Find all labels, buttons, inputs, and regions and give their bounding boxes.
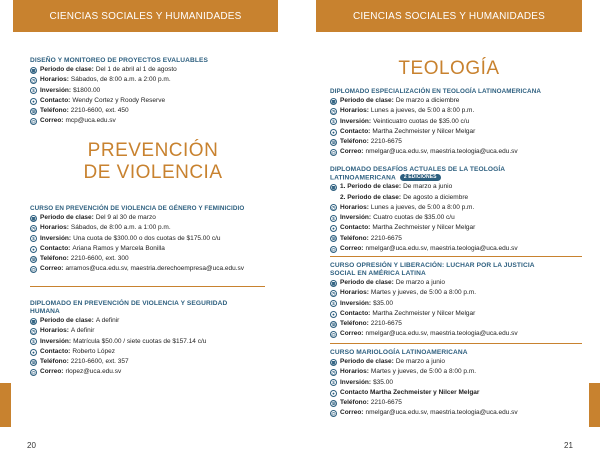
calendar-icon: ▦: [31, 318, 36, 324]
row-value: 2210-6675: [370, 399, 402, 407]
email-link[interactable]: nmelgar@uca.edu.sv, maestria.teologia@uca.edu.sv: [365, 148, 518, 156]
row-telefono: [330, 319, 595, 329]
dollar-icon: $: [330, 215, 337, 222]
row-value: 2210-6600, ext. 357: [70, 358, 129, 366]
clock-icon: ◷: [331, 369, 336, 375]
row-inversion: [330, 117, 595, 127]
row-value: Cuatro cuotas de $35.00 c/u: [373, 214, 455, 222]
row-periodo: [30, 316, 290, 326]
row-horarios: [30, 326, 290, 336]
row-periodo: [30, 213, 295, 223]
row-telefono: [330, 234, 595, 244]
phone-icon: ☏: [331, 236, 337, 242]
row-value: $35.00: [373, 299, 393, 307]
section-title-line2: SOCIAL EN AMÉRICA LATINA: [330, 270, 426, 277]
row-value: Una cuota de $300.00 o dos cuotas de $175.00 c/u: [73, 234, 221, 242]
dollar-icon: $: [30, 87, 37, 94]
row-value: $35.00: [373, 378, 393, 386]
email-link[interactable]: mcp@uca.edu.sv: [65, 117, 116, 125]
row-value: De marzo a diciembre: [395, 97, 460, 104]
row-value: Wendy Cortez y Roody Reserve: [72, 96, 166, 104]
row-horarios: [330, 367, 595, 377]
row-label: Inversión:: [40, 234, 72, 242]
at-icon: @: [31, 267, 36, 273]
row-value: Martha Zechmeister y Nilcer Melgar: [372, 127, 476, 135]
section-title: [330, 262, 595, 278]
calendar-icon: ▦: [331, 359, 336, 365]
row-label: Teléfono:: [340, 234, 369, 242]
clock-icon: ◷: [331, 290, 336, 296]
row-label: Teléfono:: [40, 255, 69, 263]
row-value: 2210-6675: [370, 234, 402, 242]
row-label: Horarios:: [340, 203, 369, 211]
at-icon: @: [331, 150, 336, 156]
person-icon: ●: [330, 390, 337, 397]
row-label: Periodo de clase:: [340, 97, 394, 104]
row-label: Periodo de clase:: [40, 317, 94, 324]
row-periodo-2: [330, 193, 595, 203]
row-value: Sábados, de 8:00 a.m. a 1:00 p.m.: [70, 224, 171, 232]
row-inversion: [330, 299, 595, 309]
row-label: Contacto:: [40, 347, 71, 355]
editions-badge: 2 EDICIONES: [400, 174, 441, 181]
row-label: Correo:: [40, 368, 64, 376]
row-label: Correo:: [340, 148, 364, 156]
row-value: De marzo a junio: [403, 183, 453, 191]
at-icon: @: [331, 411, 336, 417]
row-label: Teléfono:: [40, 107, 69, 115]
section-title: CURSO EN PREVENCIÓN DE VIOLENCIA DE GÉNERO Y FEMINICIDIO: [30, 205, 245, 212]
row-inversion: [30, 234, 295, 244]
row-horarios: [30, 223, 295, 233]
row-contacto: [330, 309, 595, 319]
row-label: Contacto Martha Zechmeister y Nilcer Melgar: [340, 388, 480, 396]
section-especializacion-teologia: [330, 88, 595, 158]
row-correo: [330, 244, 595, 254]
email-link[interactable]: arramos@uca.edu.sv, maestria.derechoempresa@uca.edu.sv: [65, 265, 245, 273]
row-label: Contacto:: [340, 309, 371, 317]
row-label: Teléfono:: [340, 399, 369, 407]
calendar-icon: ▦: [31, 215, 36, 221]
row-telefono: [30, 357, 290, 367]
row-value: Veinticuatro cuotas de $35.00 c/u: [373, 117, 470, 125]
clock-icon: ◷: [331, 108, 336, 114]
row-correo: [330, 408, 595, 418]
section-title-line2-wrap: [330, 174, 595, 182]
section-proyectos: [30, 57, 290, 127]
section-desafios-teologia: [330, 166, 595, 254]
row-value: Roberto López: [72, 347, 115, 355]
email-link[interactable]: nmelgar@uca.edu.sv, maestria.teologia@uca.edu.sv: [365, 409, 518, 417]
phone-icon: ☏: [331, 400, 337, 406]
row-value: 2210-6675: [370, 138, 402, 146]
dollar-icon: $: [30, 338, 37, 345]
row-label: Horarios:: [40, 327, 69, 335]
row-value: Lunes a jueves, de 5:00 a 8:00 p.m.: [370, 203, 475, 211]
big-title-line2: DE VIOLENCIA: [83, 162, 223, 183]
row-contacto: [330, 388, 595, 398]
row-label: Correo:: [40, 265, 64, 273]
row-label: Contacto:: [340, 224, 371, 232]
phone-icon: ☏: [31, 359, 37, 365]
phone-icon: ☏: [331, 321, 337, 327]
row-label: Teléfono:: [340, 138, 369, 146]
dollar-icon: $: [330, 118, 337, 125]
row-periodo: [30, 65, 290, 75]
person-icon: ●: [330, 225, 337, 232]
person-icon: ●: [330, 311, 337, 318]
row-periodo-1: [330, 182, 595, 192]
row-value: De agosto a diciembre: [403, 193, 469, 201]
email-link[interactable]: rlopez@uca.edu.sv: [65, 368, 122, 376]
row-value: Sábados, de 8:00 a.m. a 2:00 p.m.: [70, 76, 171, 84]
at-icon: @: [31, 119, 36, 125]
section-divider: [30, 286, 265, 287]
row-value: Martha Zechmeister y Nilcer Melgar: [372, 309, 476, 317]
left-side-tab: [0, 383, 11, 427]
row-value: A definir: [95, 317, 120, 324]
row-value: De marzo a junio: [395, 358, 445, 365]
page-number-left: 20: [27, 441, 36, 450]
phone-icon: ☏: [331, 139, 337, 145]
row-value: Martes y jueves, de 5:00 a 8:00 p.m.: [370, 368, 477, 376]
row-label: Correo:: [340, 330, 364, 338]
row-periodo: [330, 278, 595, 288]
row-horarios: [330, 203, 595, 213]
row-contacto: [330, 223, 595, 233]
calendar-icon: ▦: [331, 280, 336, 286]
row-value: 2210-6675: [370, 320, 402, 328]
left-header-bar: CIENCIAS SOCIALES Y HUMANIDADES: [13, 0, 278, 32]
row-value: Ariana Ramos y Marcela Bonilla: [72, 244, 165, 252]
row-label: Teléfono:: [340, 320, 369, 328]
row-correo: [30, 264, 295, 274]
row-periodo: [330, 357, 595, 367]
email-link[interactable]: nmelgar@uca.edu.sv, maestria.teologia@uca.edu.sv: [365, 330, 518, 338]
row-label: Correo:: [40, 117, 64, 125]
row-label: Periodo de clase:: [340, 358, 394, 365]
row-label: Periodo de clase:: [340, 279, 394, 286]
big-title-line1: PREVENCIÓN: [87, 140, 219, 161]
row-value: Del 1 de abril al 1 de agosto: [95, 66, 177, 73]
section-title: DISEÑO Y MONITOREO DE PROYECTOS EVALUABLES: [30, 57, 208, 64]
section-diplomado-violencia: [30, 300, 290, 378]
person-icon: ●: [30, 349, 37, 356]
calendar-icon: ▦: [331, 98, 336, 104]
row-correo: [330, 147, 595, 157]
calendar-icon: ▦: [331, 184, 336, 190]
page-number-right: 21: [564, 441, 573, 450]
row-label: Contacto:: [340, 127, 371, 135]
row-value: De marzo a junio: [395, 279, 445, 286]
section-title: CURSO MARIOLOGÍA LATINOAMERICANA: [330, 349, 468, 356]
row-horarios: [330, 106, 595, 116]
row-label: Inversión:: [340, 117, 372, 125]
section-title-line2: LATINOAMERICANA: [330, 174, 396, 182]
section-title-line1: DIPLOMADO EN PREVENCIÓN DE VIOLENCIA Y SEGURIDAD: [30, 300, 228, 307]
row-label: Periodo de clase:: [40, 66, 94, 73]
section-title: [30, 300, 290, 316]
row-value: 2210-6600, ext. 300: [70, 255, 129, 263]
person-icon: ●: [30, 98, 37, 105]
row-inversion: [30, 337, 290, 347]
row-correo: [330, 329, 595, 339]
big-title-prevencion: [30, 140, 276, 184]
row-label: Inversión:: [40, 86, 72, 94]
row-label: Contacto:: [40, 244, 71, 252]
section-divider: [330, 343, 582, 344]
at-icon: @: [331, 246, 336, 252]
big-title-teologia: TEOLOGÍA: [398, 58, 500, 79]
row-label: Inversión:: [40, 337, 72, 345]
row-periodo: [330, 96, 595, 106]
row-label: Inversión:: [340, 299, 372, 307]
row-label: Inversión:: [340, 214, 372, 222]
row-label: Horarios:: [340, 289, 369, 297]
row-value: 2210-6600, ext. 450: [70, 107, 129, 115]
clock-icon: ◷: [31, 225, 36, 231]
row-label: Horarios:: [40, 76, 69, 84]
section-mariologia: [330, 349, 595, 419]
clock-icon: ◷: [331, 205, 336, 211]
row-label: Contacto:: [40, 96, 71, 104]
row-value: $1800.00: [73, 86, 101, 94]
row-label: 1. Periodo de clase:: [340, 183, 402, 191]
row-label: 2. Periodo de clase:: [340, 193, 402, 201]
row-value: Matrícula $50.00 / siete cuotas de $157.14 c/u: [73, 337, 207, 345]
row-value: A definir: [70, 327, 95, 335]
row-contacto: [30, 96, 290, 106]
email-link[interactable]: nmelgar@uca.edu.sv, maestria.teologia@uca.edu.sv: [365, 245, 518, 253]
right-header-bar: CIENCIAS SOCIALES Y HUMANIDADES: [316, 0, 582, 32]
person-icon: ●: [30, 246, 37, 253]
row-label: Correo:: [340, 245, 364, 253]
row-value: Martha Zechmeister y Nilcer Melgar: [372, 224, 476, 232]
section-opresion-liberacion: [330, 262, 595, 340]
section-title: DIPLOMADO ESPECIALIZACIÓN EN TEOLOGÍA LATINOAMERICANA: [330, 88, 541, 95]
row-correo: [30, 116, 290, 126]
person-icon: ●: [330, 129, 337, 136]
dollar-icon: $: [330, 379, 337, 386]
section-title-line2: HUMANA: [30, 308, 60, 315]
clock-icon: ◷: [31, 77, 36, 83]
right-side-tab: [589, 383, 600, 427]
row-label: Horarios:: [40, 224, 69, 232]
phone-icon: ☏: [31, 256, 37, 262]
calendar-icon: ▦: [31, 67, 36, 73]
row-contacto: [30, 244, 295, 254]
section-title-line1: CURSO OPRESIÓN Y LIBERACIÓN: LUCHAR POR LA JUSTICIA: [330, 262, 535, 269]
section-violencia-genero: [30, 205, 295, 275]
at-icon: @: [31, 370, 36, 376]
section-title: [330, 166, 595, 182]
right-page: [300, 0, 600, 463]
row-value: Martes y jueves, de 5:00 a 8:00 p.m.: [370, 289, 477, 297]
row-label: Horarios:: [340, 368, 369, 376]
row-telefono: [330, 137, 595, 147]
row-horarios: [330, 288, 595, 298]
row-label: Correo:: [340, 409, 364, 417]
row-correo: [30, 367, 290, 377]
dollar-icon: $: [30, 235, 37, 242]
row-contacto: [330, 127, 595, 137]
row-label: Periodo de clase:: [40, 214, 94, 221]
clock-icon: ◷: [31, 328, 36, 334]
section-title-line1: DIPLOMADO DESAFÍOS ACTUALES DE LA TEOLOGÍA: [330, 166, 506, 173]
row-inversion: [30, 86, 290, 96]
at-icon: @: [331, 332, 336, 338]
row-contacto: [30, 347, 290, 357]
dollar-icon: $: [330, 300, 337, 307]
row-label: Teléfono:: [40, 358, 69, 366]
row-telefono: [330, 398, 595, 408]
row-telefono: [30, 254, 295, 264]
phone-icon: ☏: [31, 108, 37, 114]
row-label: Inversión:: [340, 378, 372, 386]
section-divider: [330, 256, 582, 257]
row-inversion: [330, 378, 595, 388]
row-value: Del 9 al 30 de marzo: [95, 214, 156, 221]
row-value: Lunes a jueves, de 5:00 a 8:00 p.m.: [370, 107, 475, 115]
row-inversion: [330, 213, 595, 223]
row-telefono: [30, 106, 290, 116]
row-label: Horarios:: [340, 107, 369, 115]
row-horarios: [30, 75, 290, 85]
